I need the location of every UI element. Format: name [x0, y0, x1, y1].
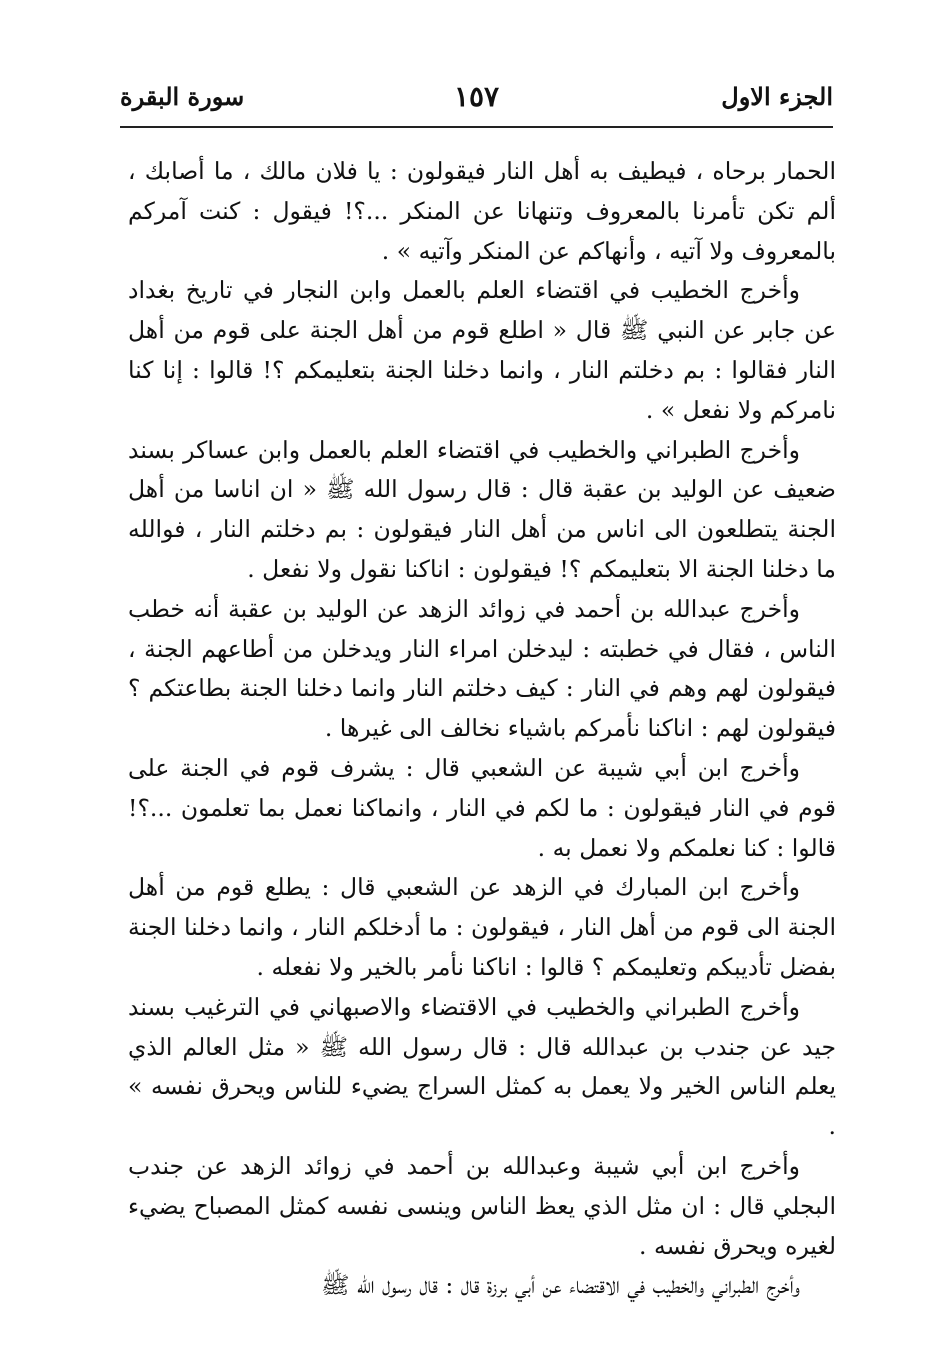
paragraph: وأخرج الطبراني والخطيب في اقتضاء العلم بالعمل وابن عساكر بسند ضعيف عن الوليد بن عقبة قال : قال رسول الله ﷺ « ان اناسا من أهل الجنة يتطلعون الى اناس من أهل النار فيقولون : بم دخلتم النار ، فوالله ما دخلنا الجنة الا بتعليمكم ؟! فيقولون : اناكنا نقول ولا نفعل . — [128, 435, 836, 583]
paragraph: وأخرج الخطيب في اقتضاء العلم بالعمل وابن النجار في تاريخ بغداد عن جابر عن النبي ﷺ قال « اطلع قوم من أهل الجنة على قوم من أهل النار فقالوا : بم دخلتم النار ، وانما دخلنا الجنة بتعليمكم ؟! قالوا : إنا كنا نامركم ولا نفعل » . — [128, 276, 836, 424]
paragraph: الحمار برحاه ، فيطيف به أهل النار فيقولون : يا فلان مالك ، ما أصابك ، ألم تكن تأمرنا بالمعروف وتنهانا عن المنكر ...؟! فيقول : كنت آمركم بالمعروف ولا آتيه ، وأنهاكم عن المنكر وآتيه » . — [128, 157, 836, 265]
page-number: ١٥٧ — [453, 80, 500, 113]
page-body — [128, 152, 836, 1306]
page-header — [120, 82, 833, 126]
paragraph: وأخرج ابن المبارك في الزهد عن الشعبي قال : يطلع قوم من أهل الجنة الى قوم من أهل النار ، فيقولون : ما أدخلكم النار ، وانما دخلنا الجنة بفضل تأديبكم وتعليمكم ؟ قالوا : اناكنا نأمر بالخير ولا نفعله . — [128, 873, 836, 981]
surah-label: سورة البقرة — [120, 82, 245, 111]
paragraph: وأخرج الطبراني والخطيب في الاقتضاء والاصبهاني في الترغيب بسند جيد عن جندب بن عبدالله قال : قال رسول الله ﷺ « مثل العالم الذي يعلم الناس الخير ولا يعمل به كمثل السراج يضيء للناس ويحرق نفسه » . — [128, 992, 836, 1141]
header-divider — [120, 126, 833, 128]
paragraph: وأخرج عبدالله بن أحمد في زوائد الزهد عن الوليد بن عقبة أنه خطب الناس ، فقال في خطبته : ليدخلن امراء النار ويدخلن من أطاعهم الجنة ، فيقولون لهم وهم في النار : كيف دخلتم النار وانما دخلنا الجنة بطاعتكم ؟ فيقولون لهم : اناكنا نأمركم باشياء نخالف الى غيرها . — [128, 594, 836, 743]
paragraph: وأخرج الطبراني والخطيب في الاقتضاء عن أبي برزة قال : قال رسول الله ﷺ — [321, 1271, 800, 1300]
paragraph: وأخرج ابن أبي شيبة عن الشعبي قال : يشرف قوم في الجنة على قوم في النار فيقولون : ما لكم في النار ، وانماكنا نعمل بما تعلمون ...؟! قالوا : كنا نعلمكم ولا نعمل به . — [128, 753, 836, 862]
part-label: الجزء الاول — [721, 82, 833, 111]
paragraph: وأخرج ابن أبي شيبة وعبدالله بن أحمد في زوائد الزهد عن جندب البجلي قال : ان مثل الذي يعظ الناس وينسى نفسه كمثل المصباح يضيء لغيره ويحرق نفسه . — [128, 1151, 836, 1260]
